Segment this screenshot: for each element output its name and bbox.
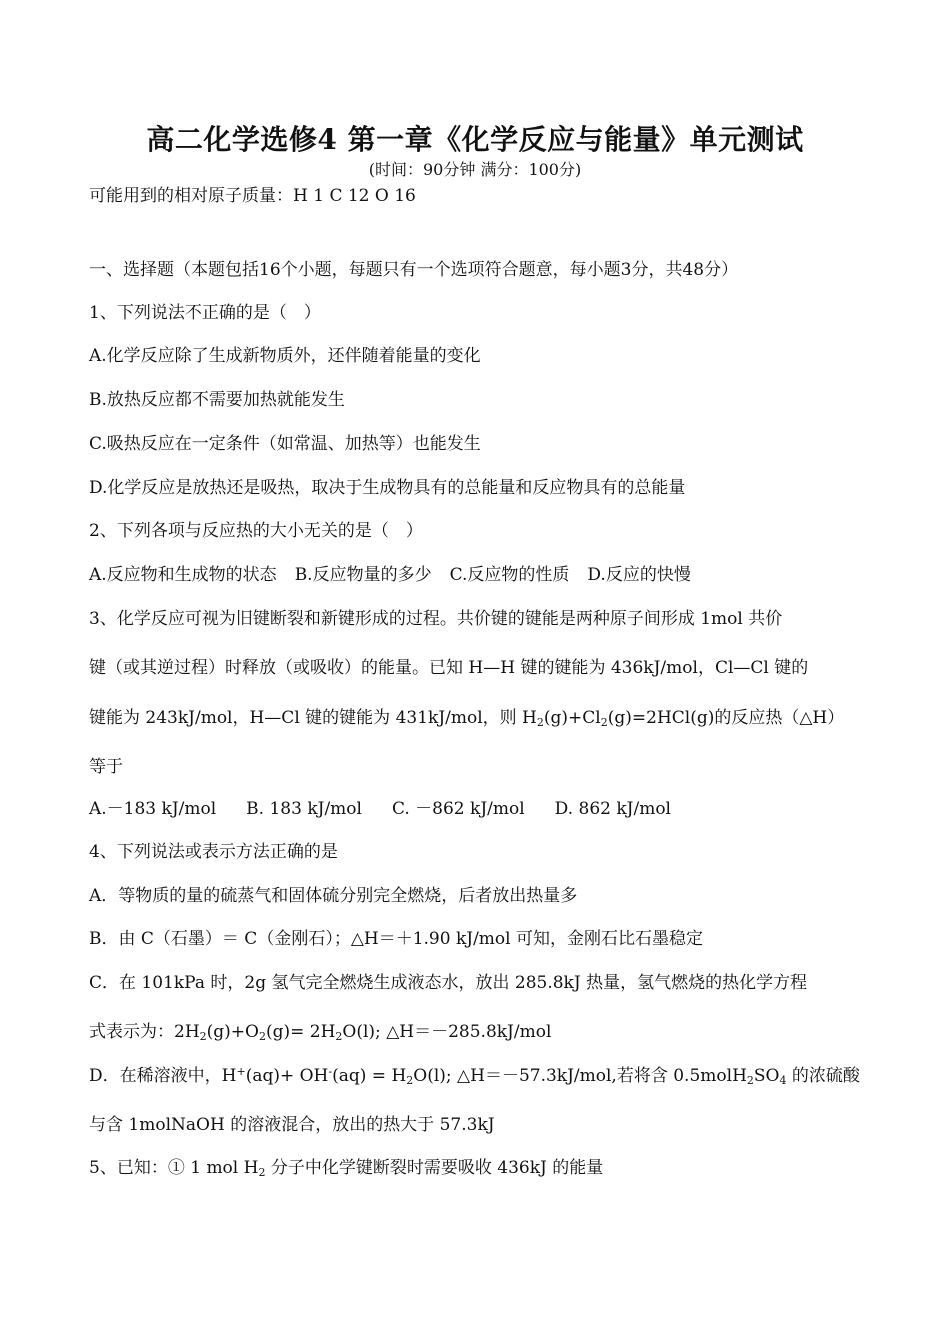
q4d-subscript: 2 — [746, 1074, 754, 1087]
question-3-line-2: 键（或其逆过程）时释放（或吸收）的能量。已知 H—H 键的键能为 436kJ/mol，Cl—Cl 键的 — [89, 658, 809, 678]
q4d-text: SO — [753, 1066, 780, 1086]
q4d-superscript: - — [328, 1065, 333, 1078]
q3-text: (g)=2HCl(g)的反应热（△H） — [607, 708, 845, 728]
q4d-subscript: 2 — [406, 1074, 414, 1087]
exam-time-score: (时间：90分钟 满分：100分) — [368, 160, 582, 179]
q4d-subscript: 4 — [779, 1074, 787, 1087]
question-1-option-c: C.吸热反应在一定条件（如常温、加热等）也能发生 — [89, 434, 481, 454]
question-3-line-1: 3、化学反应可视为旧键断裂和新键形成的过程。共价键的键能是两种原子间形成 1mol 共价 — [89, 609, 783, 629]
question-1-option-a: A.化学反应除了生成新物质外，还伴随着能量的变化 — [89, 346, 481, 366]
page-title: 高二化学选修4 第一章《化学反应与能量》单元测试 — [146, 123, 804, 156]
q3-subscript: 2 — [600, 716, 608, 729]
question-1-option-b: B.放热反应都不需要加热就能发生 — [89, 390, 345, 410]
question-4-option-b: B．由 C（石墨）＝ C（金刚石）；△H＝＋1.90 kJ/mol 可知，金刚石比石墨稳定 — [89, 929, 704, 949]
q5-text: 分子中化学键断裂时需要吸收 436kJ 的能量 — [265, 1158, 604, 1178]
question-3-option-b: B. 183 kJ/mol — [246, 799, 362, 819]
question-2-option-d: D.反应的快慢 — [587, 565, 691, 585]
q5-text: 5、已知：① 1 mol H — [89, 1158, 259, 1178]
question-4-option-c-line-1: C．在 101kPa 时，2g 氢气完全燃烧生成液态水，放出 285.8kJ 热量，氢气燃烧的热化学方程 — [89, 973, 808, 993]
question-2-option-a: A.反应物和生成物的状态 — [89, 565, 277, 585]
q4c-subscript: 2 — [258, 1030, 266, 1043]
q4c-subscript: 2 — [199, 1030, 207, 1043]
q4c-text: (g)= 2H — [265, 1022, 336, 1042]
question-3-option-d: D. 862 kJ/mol — [554, 799, 671, 819]
question-2-stem: 2、下列各项与反应热的大小无关的是（ ） — [89, 521, 423, 541]
question-3-line-3 — [89, 706, 879, 730]
question-1-stem: 1、下列说法不正确的是（ ） — [89, 303, 321, 323]
question-3-option-a: A.－183 kJ/mol — [89, 799, 217, 819]
question-4-option-d-line-2: 与含 1molNaOH 的溶液混合，放出的热大于 57.3kJ — [89, 1115, 495, 1135]
q4c-text: 式表示为：2H — [89, 1022, 200, 1042]
q4c-text: O(l); △H＝－285.8kJ/mol — [342, 1022, 552, 1042]
section-heading: 一、选择题（本题包括16个小题，每题只有一个选项符合题意，每小题3分，共48分） — [89, 260, 739, 280]
q5-subscript: 2 — [258, 1166, 266, 1179]
question-1-option-d: D.化学反应是放热还是吸热，取决于生成物具有的总能量和反应物具有的总能量 — [89, 478, 686, 498]
q4c-text: (g)+O — [206, 1022, 259, 1042]
atomic-masses: 可能用到的相对原子质量：H 1 C 12 O 16 — [89, 186, 416, 206]
q4c-subscript: 2 — [335, 1030, 343, 1043]
q4d-text: 的浓硫酸 — [786, 1066, 860, 1086]
question-3-options — [89, 797, 879, 821]
question-4-option-c-line-2 — [89, 1020, 879, 1044]
question-4-option-d-line-1 — [89, 1064, 879, 1088]
question-3-line-4: 等于 — [89, 757, 123, 777]
question-5-stem — [89, 1156, 879, 1180]
q3-text: 键能为 243kJ/mol，H—Cl 键的键能为 431kJ/mol，则 H — [89, 708, 537, 728]
q4d-superscript: + — [236, 1065, 246, 1078]
q4d-text: D．在稀溶液中，H — [89, 1066, 237, 1086]
q4d-text: O(l); △H＝－57.3kJ/mol,若将含 0.5molH — [413, 1066, 747, 1086]
q3-subscript: 2 — [536, 716, 544, 729]
question-3-option-c: C. －862 kJ/mol — [391, 799, 525, 819]
q4d-text: (aq)+ OH — [245, 1066, 329, 1086]
question-2-option-b: B.反应物量的多少 — [294, 565, 432, 585]
q3-text: (g)+Cl — [543, 708, 601, 728]
question-4-stem: 4、下列说法或表示方法正确的是 — [89, 842, 338, 862]
question-4-option-a: A．等物质的量的硫蒸气和固体硫分别完全燃烧，后者放出热量多 — [89, 886, 578, 906]
q4d-text: (aq) = H — [332, 1066, 407, 1086]
question-2-option-c: C.反应物的性质 — [449, 565, 570, 585]
question-2-options — [89, 563, 879, 587]
